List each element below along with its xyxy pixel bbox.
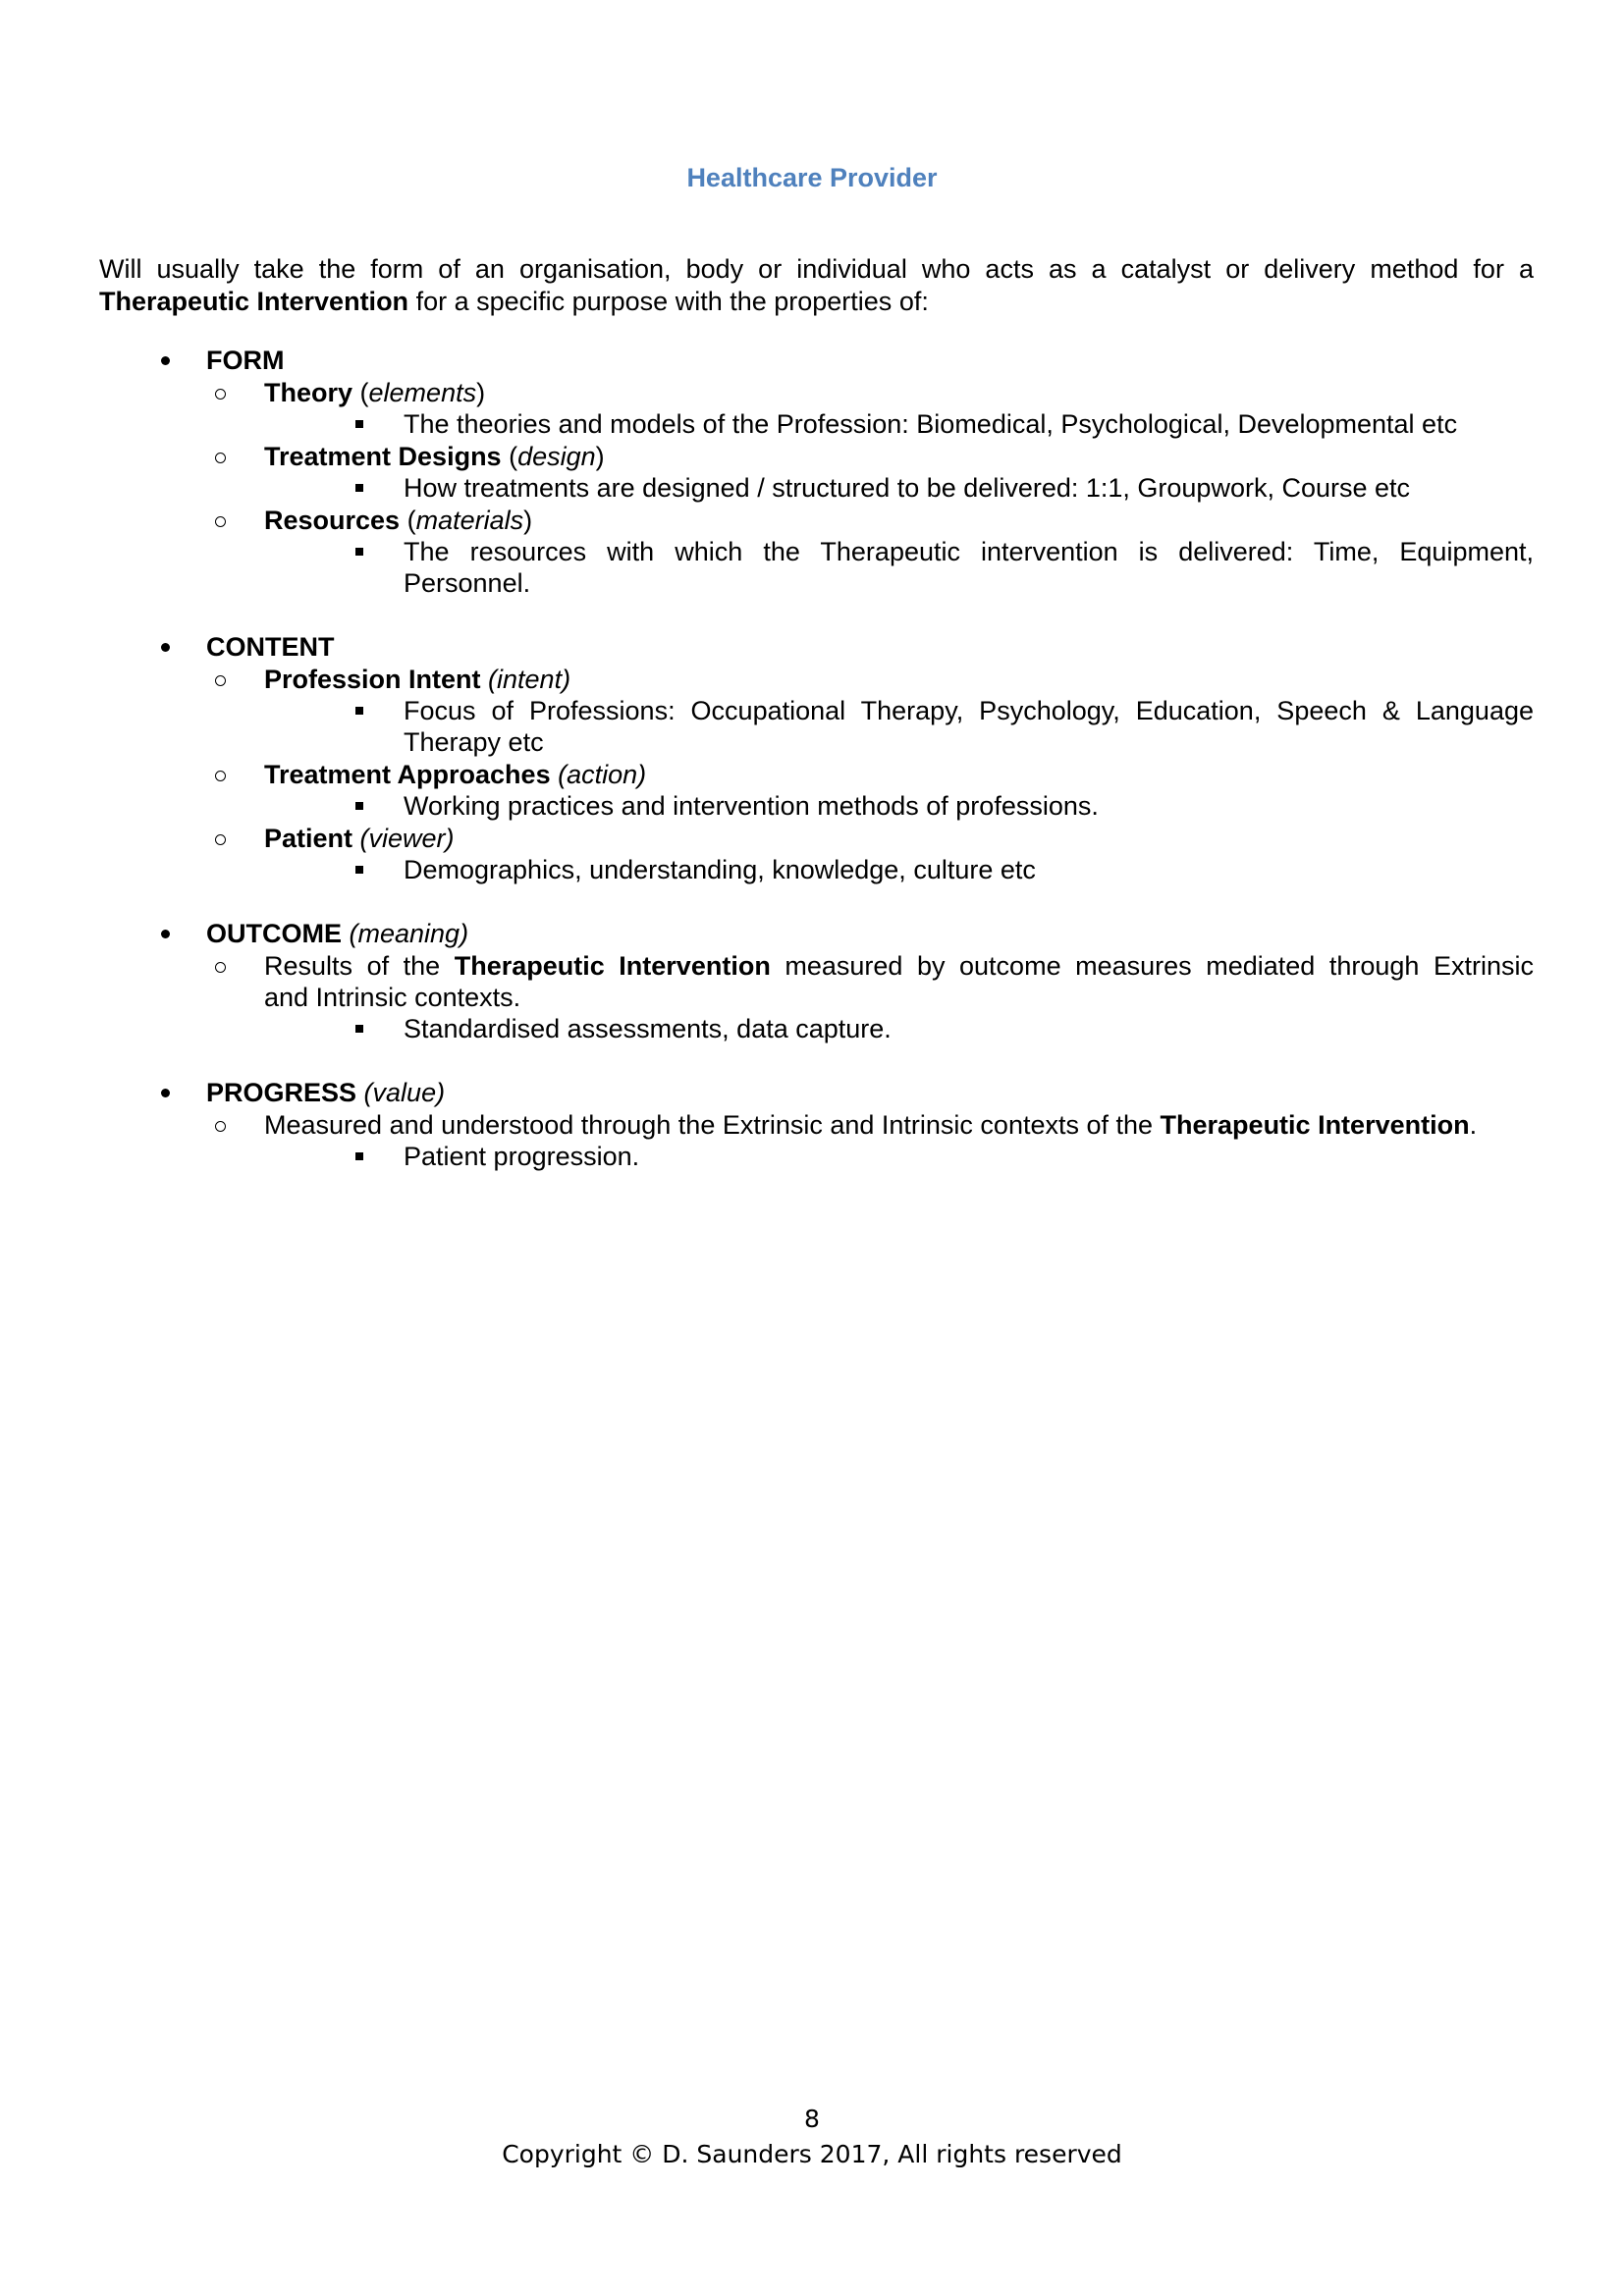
intro-bold-term: Therapeutic Intervention	[99, 287, 409, 316]
text-run: Results of the	[264, 951, 455, 981]
item-patient	[264, 823, 455, 854]
detail-intent-line-1: Focus of Professions: Occupational Therapy, Psychology, Education, Speech & Language	[404, 696, 1534, 725]
detail-patient: Demographics, understanding, knowledge, culture etc	[404, 855, 1036, 884]
text-run: measured by outcome measures mediated through Extrinsic	[770, 951, 1534, 981]
section-heading-form: FORM	[206, 346, 285, 375]
item-label: Profession Intent	[264, 665, 481, 694]
bullet-square-icon	[355, 707, 363, 715]
detail-approaches: Working practices and intervention methods of professions.	[404, 791, 1099, 821]
text-run: .	[1469, 1110, 1478, 1140]
heading-label: OUTCOME	[206, 919, 342, 948]
bullet-dot-icon	[161, 356, 170, 365]
paren-open: (	[400, 506, 416, 535]
bullet-circle-icon	[215, 1121, 226, 1132]
paren-close: )	[523, 506, 533, 535]
item-label: Theory	[264, 378, 353, 407]
intro-line-2	[99, 286, 929, 317]
intro-line-1: Will usually take the form of an organisation, body or individual who acts as a catalyst or delivery method for a	[99, 254, 1534, 284]
bullet-circle-icon	[215, 516, 226, 527]
item-qualifier: (viewer)	[352, 824, 455, 853]
bullet-circle-icon	[215, 834, 226, 845]
item-profession-intent	[264, 664, 570, 695]
paren-close: )	[476, 378, 486, 407]
bullet-square-icon	[355, 1152, 363, 1160]
heading-qualifier: (value)	[356, 1078, 446, 1107]
bullet-square-icon	[355, 1025, 363, 1033]
copyright-notice: Copyright © D. Saunders 2017, All rights reserved	[502, 2140, 1122, 2168]
item-treatment-approaches	[264, 759, 646, 790]
detail-outcome: Standardised assessments, data capture.	[404, 1014, 892, 1043]
bullet-circle-icon	[215, 771, 226, 781]
item-label: Treatment Designs	[264, 442, 502, 471]
heading-qualifier: (meaning)	[342, 919, 469, 948]
detail-progress: Patient progression.	[404, 1142, 640, 1171]
bullet-circle-icon	[215, 675, 226, 686]
paren-close: )	[595, 442, 605, 471]
item-resources	[264, 505, 532, 536]
bullet-dot-icon	[161, 1089, 170, 1097]
heading-label: PROGRESS	[206, 1078, 357, 1107]
bullet-circle-icon	[215, 962, 226, 973]
bullet-circle-icon	[215, 389, 226, 400]
detail-theory: The theories and models of the Profession: Biomedical, Psychological, Developmental etc	[404, 409, 1458, 439]
section-heading-outcome	[206, 918, 468, 949]
page-number: 8	[804, 2105, 820, 2133]
detail-intent-line-2: Therapy etc	[404, 727, 544, 757]
item-treatment-designs	[264, 441, 605, 472]
bold-term: Therapeutic Intervention	[454, 951, 771, 981]
detail-treatment-designs: How treatments are designed / structured to be delivered: 1:1, Groupwork, Course etc	[404, 473, 1411, 503]
bullet-square-icon	[355, 420, 363, 428]
item-theory	[264, 377, 485, 408]
text-run: Measured and understood through the Extrinsic and Intrinsic contexts of the	[264, 1110, 1161, 1140]
item-label: Patient	[264, 824, 353, 853]
bullet-square-icon	[355, 802, 363, 810]
bullet-dot-icon	[161, 930, 170, 938]
detail-resources-line-1: The resources with which the Therapeutic intervention is delivered: Time, Equipment,	[404, 537, 1534, 566]
item-qualifier: (action)	[550, 760, 647, 789]
bullet-square-icon	[355, 866, 363, 874]
bullet-square-icon	[355, 548, 363, 556]
item-qualifier: materials	[415, 506, 524, 535]
outcome-results-line-1	[264, 950, 1534, 982]
paren-open: (	[501, 442, 518, 471]
bullet-square-icon	[355, 484, 363, 492]
section-heading-content: CONTENT	[206, 632, 335, 662]
intro-rest: for a specific purpose with the properties of:	[408, 287, 929, 316]
page-title: Healthcare Provider	[686, 163, 938, 192]
bold-term: Therapeutic Intervention	[1160, 1110, 1470, 1140]
bullet-circle-icon	[215, 453, 226, 463]
item-label: Resources	[264, 506, 401, 535]
outcome-results-line-2: and Intrinsic contexts.	[264, 983, 521, 1012]
item-qualifier: (intent)	[480, 665, 571, 694]
section-heading-progress	[206, 1077, 445, 1108]
paren-open: (	[352, 378, 369, 407]
item-qualifier: elements	[368, 378, 477, 407]
bullet-dot-icon	[161, 643, 170, 652]
item-label: Treatment Approaches	[264, 760, 551, 789]
item-qualifier: design	[517, 442, 596, 471]
progress-measured	[264, 1109, 1477, 1141]
detail-resources-line-2: Personnel.	[404, 568, 531, 598]
